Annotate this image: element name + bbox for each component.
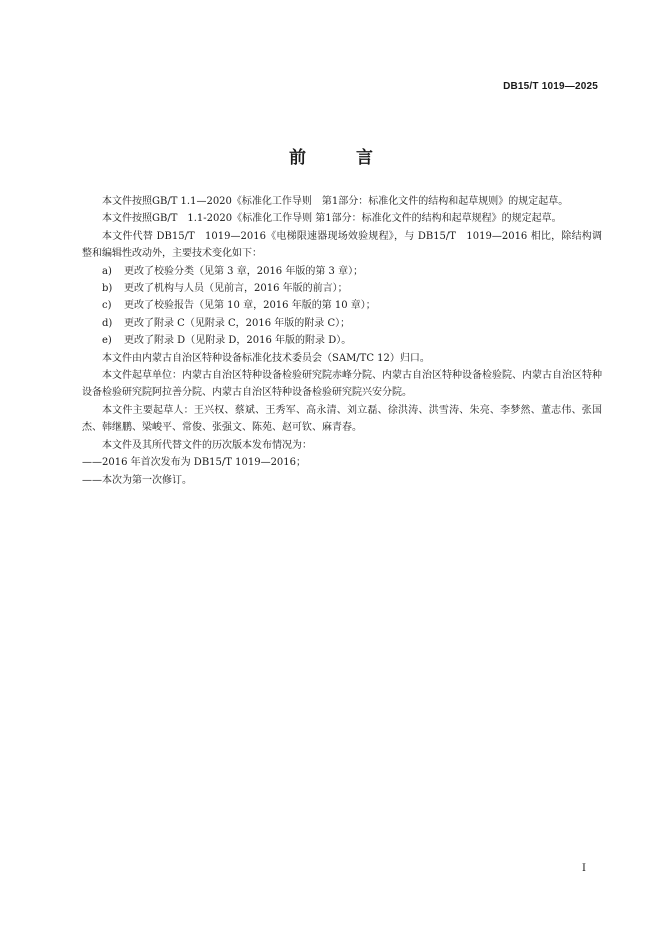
list-marker: d) xyxy=(102,317,113,329)
paragraph-drafting-units: 本文件起草单位：内蒙古自治区特种设备检验研究院赤峰分院、内蒙古自治区特种设备检验院、内蒙古自治区特种设备检验研究院阿拉善分院、内蒙古自治区特种设备检验研究院兴安分院。 xyxy=(82,370,602,399)
paragraph-history-intro: 本文件及其所代替文件的历次版本发布情况为： xyxy=(102,439,312,451)
page-number: I xyxy=(582,863,586,874)
list-text: 更改了附录 D（见附录 D，2016 年版的附录 D）。 xyxy=(124,335,352,347)
paragraph-drafting-rules: 本文件按照GB/T 1.1—2020《标准化工作导则 第1部分：标准化文件的结构和起草规则》的规定起草。 xyxy=(102,196,569,207)
list-marker: b) xyxy=(102,283,113,295)
list-text: 更改了附录 C（见附录 C，2016 年版的附录 C）； xyxy=(124,317,351,329)
document-code: DB15/T 1019—2025 xyxy=(503,81,598,92)
list-item xyxy=(82,332,602,349)
list-text: 更改了校验报告（见第 10 章，2016 年版的第 10 章）； xyxy=(124,300,376,312)
list-text: 更改了校验分类（见第 3 章，2016 年版的第 3 章）； xyxy=(124,265,364,277)
history-item: ——2016 年首次发布为 DB15/T 1019—2016； xyxy=(82,457,307,469)
list-item xyxy=(82,280,602,297)
list-text: 更改了机构与人员（见前言，2016 年版的前言）； xyxy=(124,283,348,295)
list-item xyxy=(82,263,602,280)
page-title: 前 言 xyxy=(289,148,395,168)
list-item xyxy=(82,297,602,314)
list-marker: a) xyxy=(102,265,112,277)
paragraph-responsible-committee: 本文件由内蒙古自治区特种设备标准化技术委员会（SAM/TC 12）归口。 xyxy=(102,352,430,364)
history-item: ——本次为第一次修订。 xyxy=(82,474,192,486)
paragraph-drafters: 本文件主要起草人：王兴权、蔡斌、王秀军、高永清、刘立磊、徐洪涛、洪雪涛、朱亮、李梦然、董志伟、张国杰、韩继鹏、梁峻平、常俊、张强文、陈苑、赵可钦、麻青春。 xyxy=(82,404,602,434)
paragraph-replacement: 本文件代替 DB15/T 1019—2016《电梯限速器现场效验规程》，与 DB15/T 1019—2016 相比，除结构调整和编辑性改动外，主要技术变化如下： xyxy=(82,230,602,260)
list-marker: e) xyxy=(102,335,112,347)
list-marker: c) xyxy=(102,300,112,312)
list-item xyxy=(82,315,602,332)
foreword-body xyxy=(82,193,602,489)
paragraph-drafting-rules-repeat: 本文件按照GB/T 1.1-2020《标准化工作导则 第1部分：标准化文件的结构和起草规程》的规定起草。 xyxy=(102,213,562,225)
